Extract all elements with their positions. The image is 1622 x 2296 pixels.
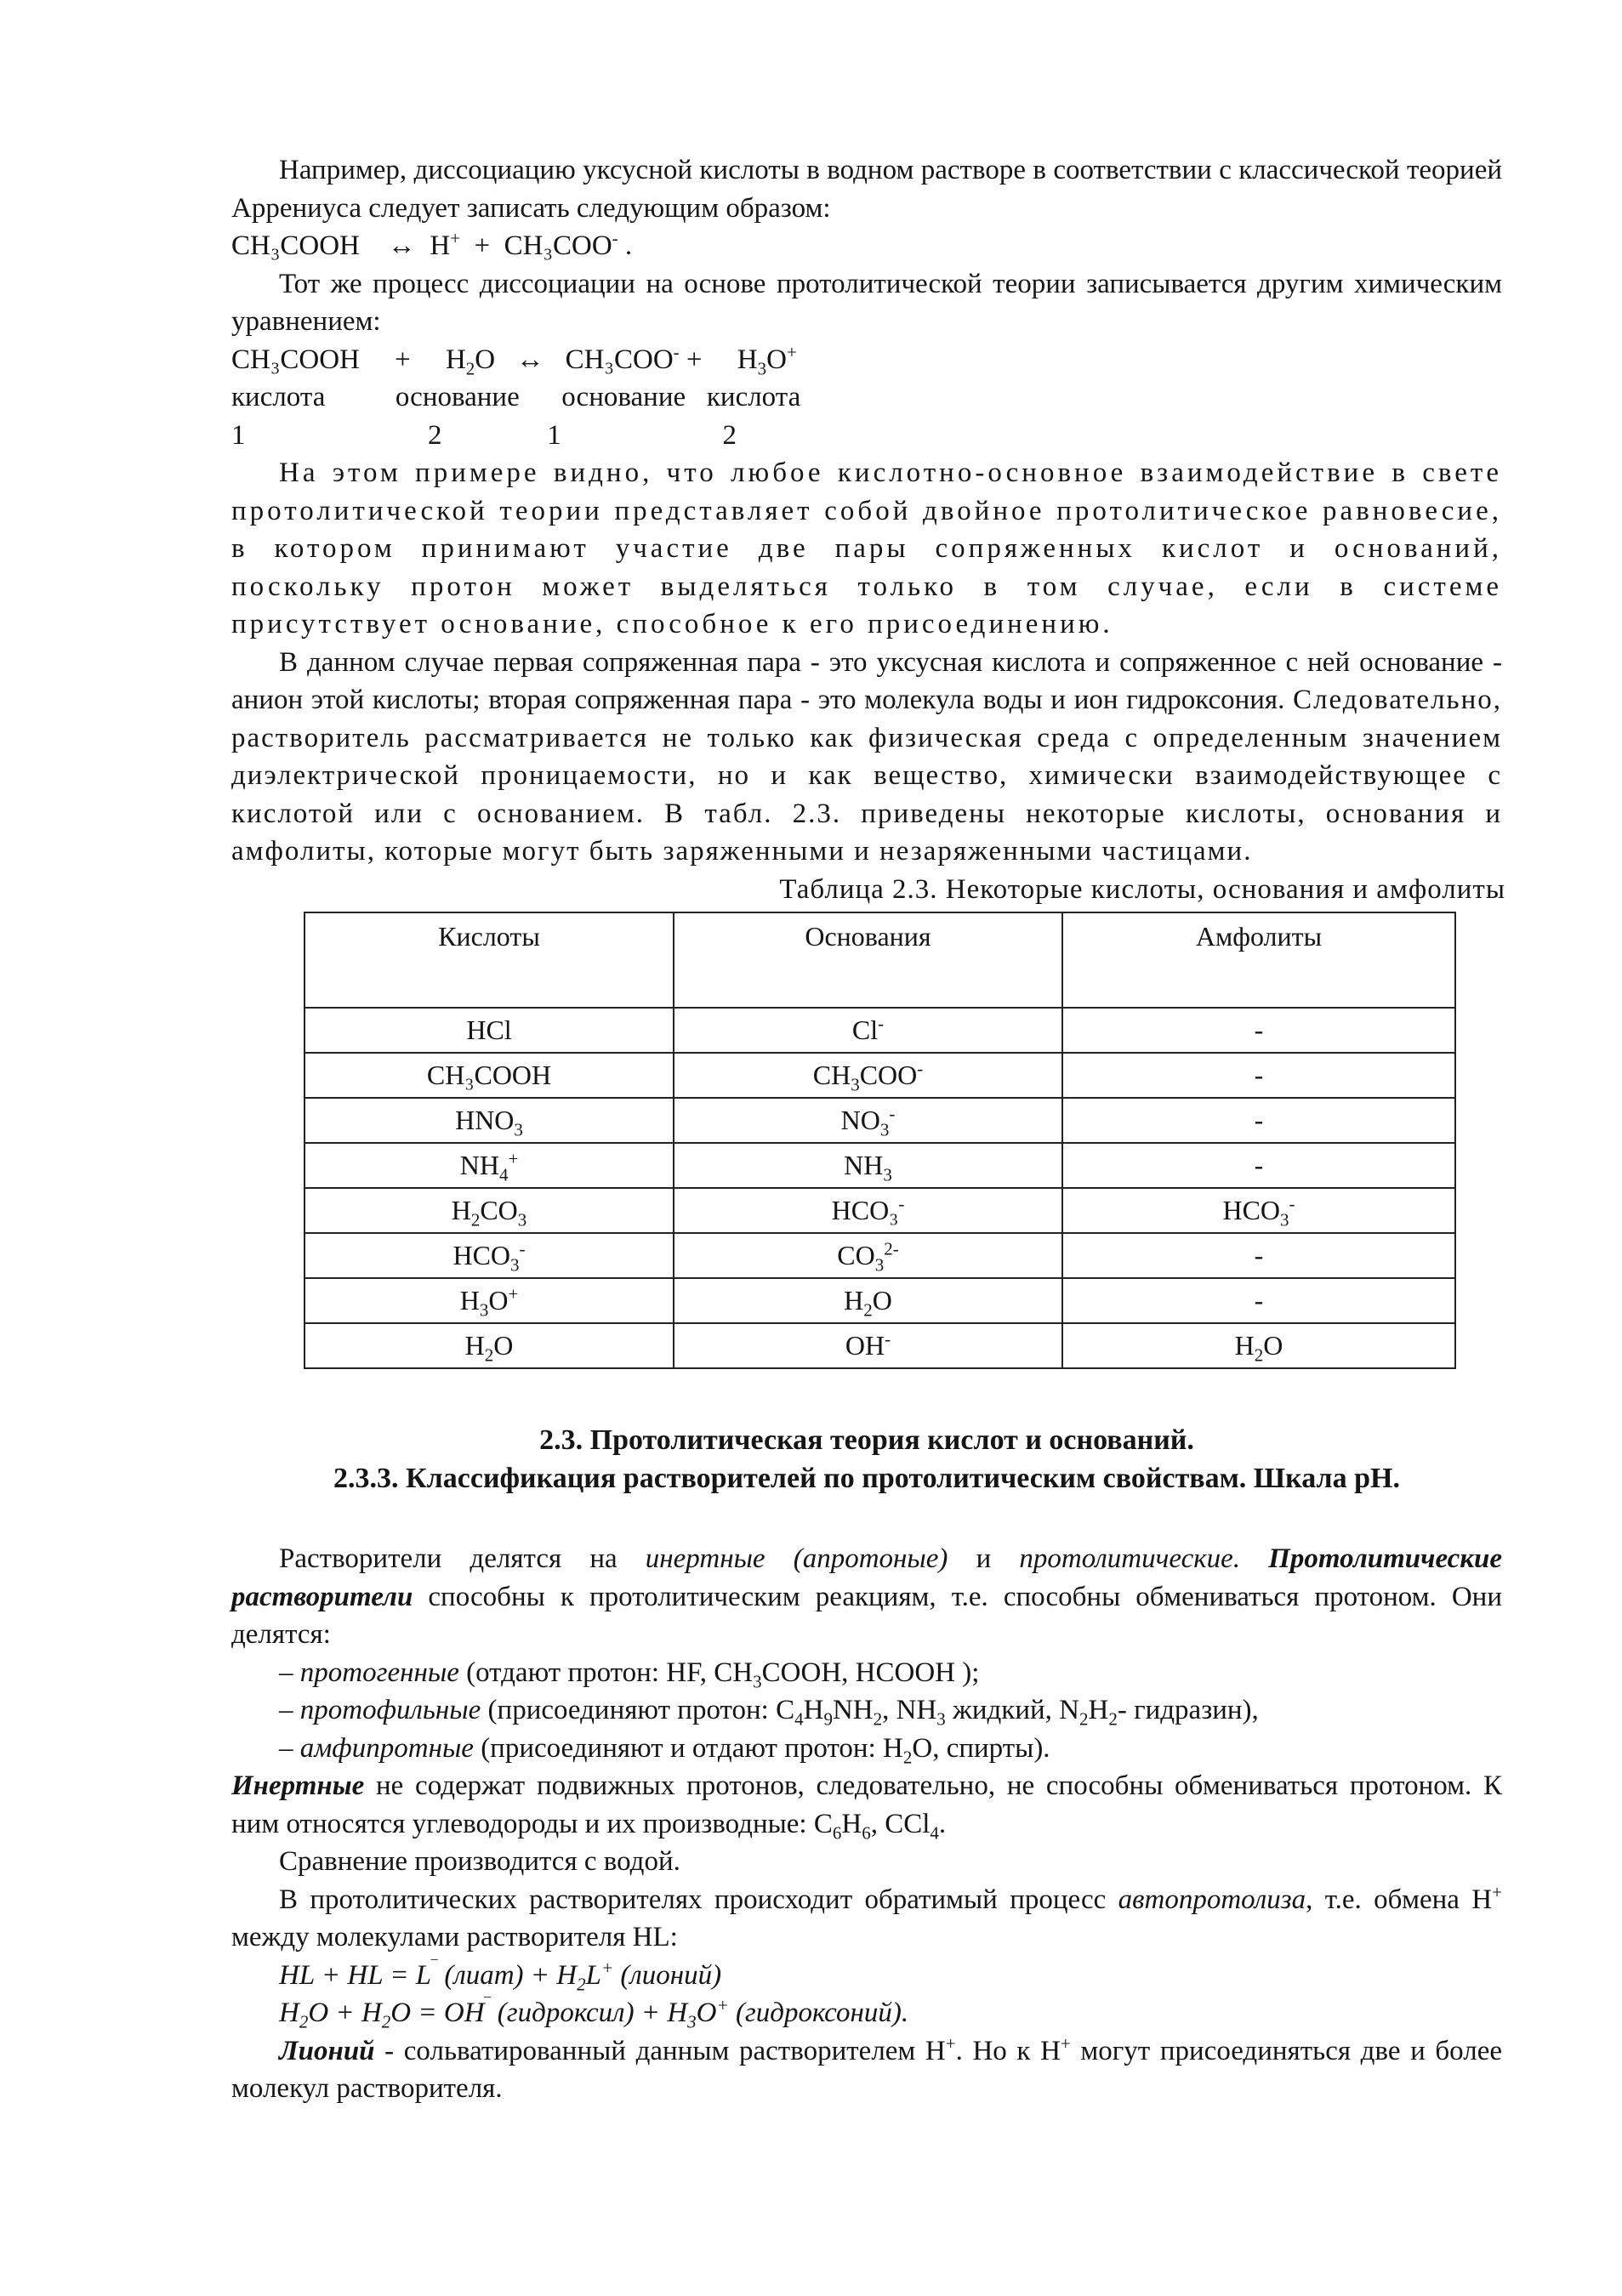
acids-bases-table — [304, 912, 1456, 1369]
intro-paragraph: Например, диссоциацию уксусной кислоты в водном растворе в соответствии с классической теорией Аррениуса следует записать следующим образом: — [231, 155, 1502, 224]
table-row: $HNO_3$ $NO_3^-$ - — [304, 1098, 1455, 1143]
table-row: HCl Cl- - — [304, 1008, 1455, 1053]
table-header-row — [304, 912, 1455, 1008]
table-row: $H_2O$ OH- $H_2O$ — [304, 1323, 1455, 1368]
autoprotolysis-equation-1: HL + HL = L‾ (лиат) + $H_2L^+$ (лионий) — [279, 1957, 722, 1995]
col-header-ampholytes: Амфолиты — [1062, 912, 1455, 1008]
col-header-bases: Основания — [674, 912, 1062, 1008]
table-row: $H_2CO_3$ HCO₃- $HCO_3^-$ — [304, 1188, 1455, 1233]
autoprotolysis-paragraph: В протолитических растворителях происходит обратимый процесс автопротолиза, т.е. обмена H+ между молекулами растворителя HL: — [231, 1881, 1502, 1952]
col-header-acids: Кислоты — [304, 912, 674, 1008]
section-heading: 2.3. Протолитическая теория кислот и оснований. — [539, 1424, 1194, 1456]
table-row: $H_3O^+$ $H_2O$ - — [304, 1278, 1455, 1323]
protolytic-equation: CH₃COOH + $H_2O$ ↔ CH₃COO- + $H_3O^+$ — [231, 341, 797, 379]
protolytic-intro-paragraph: Тот же процесс диссоциации на основе протолитической теории записывается другим химическим уравнением: — [231, 268, 1502, 337]
table-caption: Таблица 2.3. Некоторые кислоты, основания и амфолиты — [779, 873, 1505, 905]
inert-solvents-paragraph: Инертные не содержат подвижных протонов, следовательно, не способны обмениваться протоном. К ним относятся углеводороды и их производные: $C_6H_6$, CCl$_4$. — [231, 1770, 1502, 1844]
comparison-paragraph: Сравнение производится с водой. — [279, 1846, 680, 1877]
solvents-paragraph: Растворители делятся на инертные (апротоные) и протолитические. Протолитические растворители способны к протолитическим реакциям, т.е. способны обмениваться протоном. Они делятся: — [231, 1543, 1503, 1650]
list-item-amphiprotic: – амфипротные (присоединяют и отдают протон: $H_2O$, спирты). — [279, 1732, 1050, 1768]
equilibrium-paragraph: На этом примере видно, что любое кислотно-основное взаимодействие в свете протолитической теории представляет собой двойное протолитическое равновесие, в котором принимают участие две пары сопряженных кислот и оснований, поскольку протон может выделяться только в том случае, если в системе присутствует основание, способное к его присоединению. — [231, 457, 1502, 639]
lyonium-paragraph: Лионий - сольватированный данным растворителем H+. Но к H+ могут присоединяться две и более молекул растворителя. — [231, 2032, 1502, 2104]
autoprotolysis-equation-2: $H_2O + H_2O = OH^‾$ (гидроксил) + $H_3O^+$ (гидроксоний). — [279, 1995, 909, 2032]
arrhenius-equation: CH₃COOH ↔ H+ + CH₃COO- . — [231, 228, 633, 261]
subsection-heading: 2.3.3. Классификация растворителей по протолитическим свойствам. Шкала pH. — [333, 1463, 1400, 1494]
document-body — [231, 151, 1505, 2108]
table-row: $NH_4^+$ $NH_3$ - — [304, 1143, 1455, 1188]
table-row: CH₃COOH $CH_3COO^-$ - — [304, 1053, 1455, 1098]
conjugate-pair-paragraph: В данном случае первая сопряженная пара - это уксусная кислота и сопряженное с ней основание - анион этой кислоты; вторая сопряженная пара - это молекула воды и ион гидроксония. Следовательно, растворитель рассматривается не только как физическая среда с определенным значением диэлектрической проницаемости, но и как вещество, химически взаимодействующее с кислотой или с основанием. В табл. 2.3. приведены некоторые кислоты, основания и амфолиты, которые могут быть заряженными и незаряженными частицами. — [231, 646, 1502, 867]
table-row: $HCO_3^-$ $CO_3^{2-}$ - — [304, 1233, 1455, 1278]
list-item-protophilic: – протофильные (присоединяют протон: $C_4H_9NH_2$, $NH_3$ жидкий, $N_2H_2-$ гидразин), — [279, 1695, 1259, 1730]
equation-role-labels: кислота основание основание кислота — [231, 382, 801, 412]
equation-pair-numbers: 1 2 1 2 — [231, 419, 737, 451]
list-item-protogenic: – протогенные (отдают протон: HF, $CH_3COOH$, HCOOH ); — [279, 1657, 980, 1692]
